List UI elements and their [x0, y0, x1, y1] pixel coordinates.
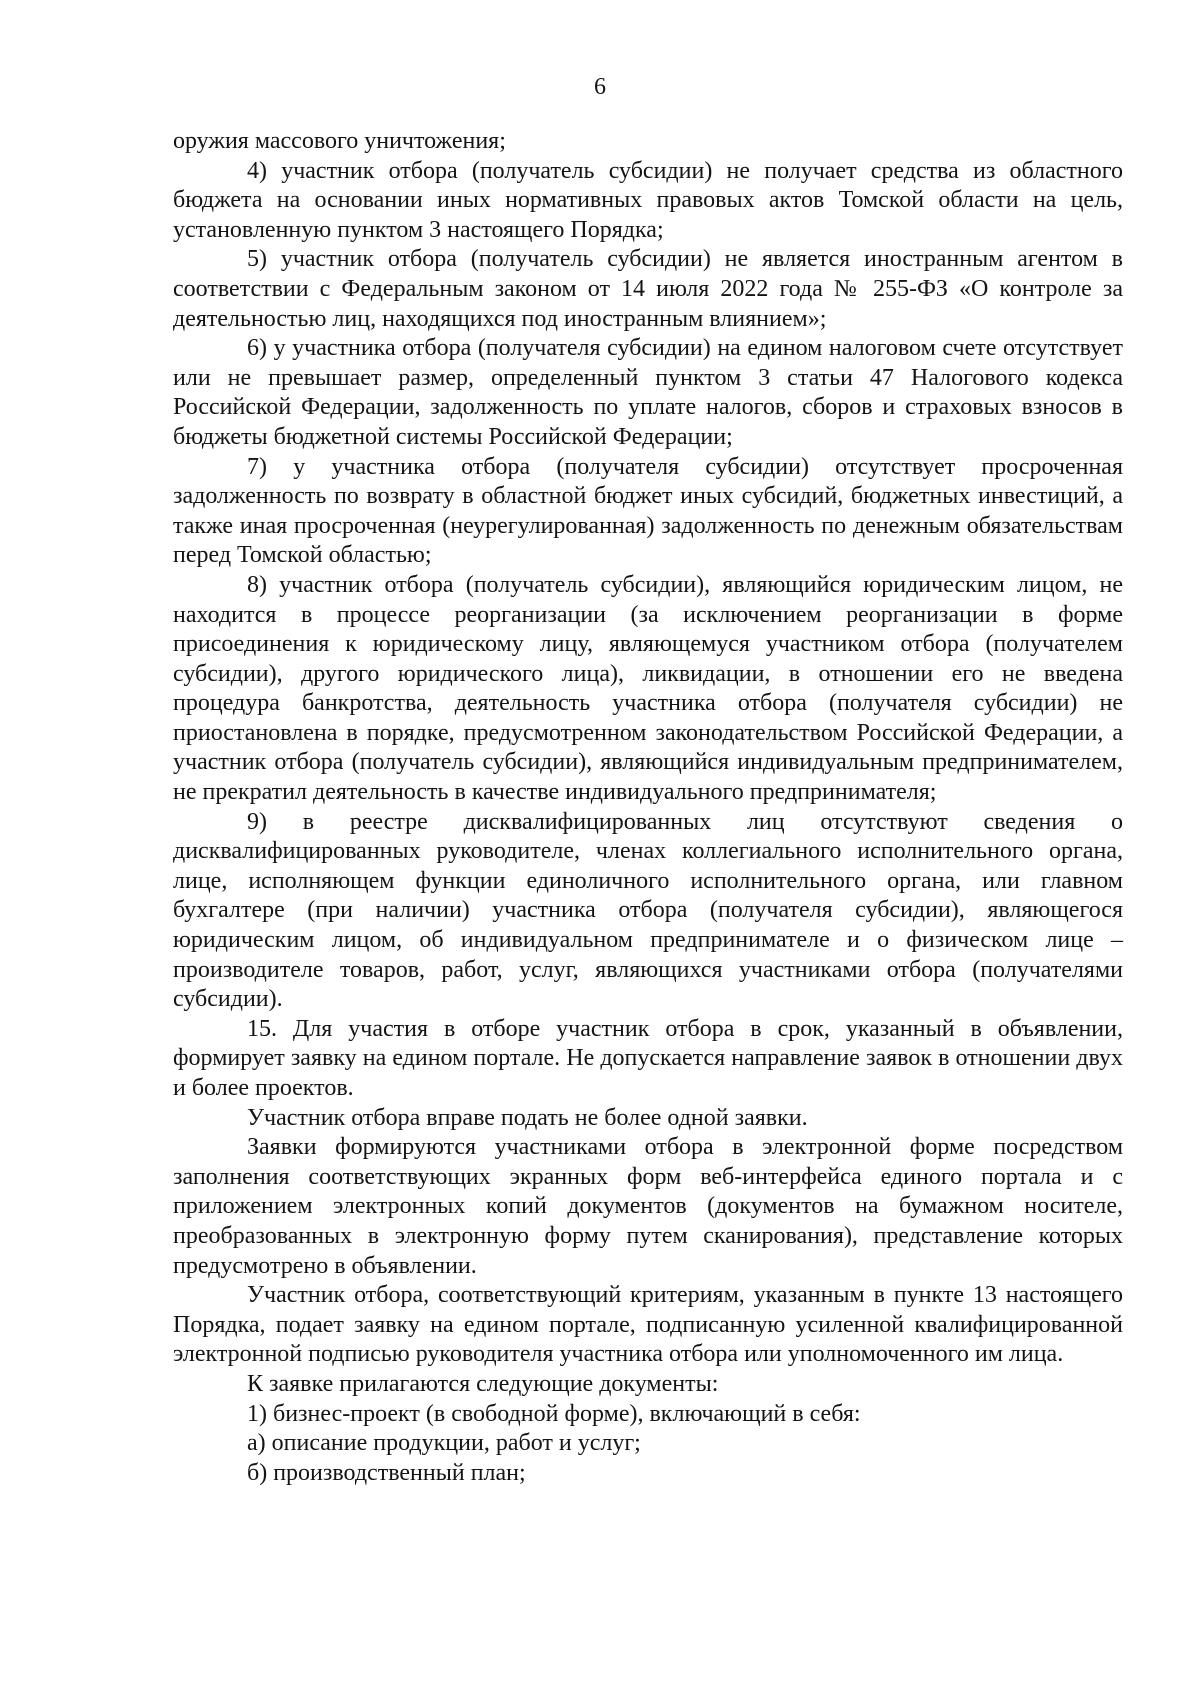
document-body — [173, 127, 1123, 1488]
paragraph-item-7: 7) у участника отбора (получателя субсидии) отсутствует просроченная задолженность по возврату в областной бюджет иных субсидий, бюджетных инвестиций, а также иная просроченная (неурегулированная) задолженность по денежным обязательствам перед Томской областью; — [173, 453, 1123, 569]
paragraph-section-15: 15. Для участия в отборе участник отбора в срок, указанный в объявлении, формирует заявку на едином портале. Не допускается направление заявок в отношении двух и более проектов. — [173, 1015, 1123, 1101]
paragraph-item-5: 5) участник отбора (получатель субсидии) не является иностранным агентом в соответствии с Федеральным законом от 14 июля 2022 года № 255-ФЗ «О контроле за деятельностью лиц, находящихся под иностранным влиянием»; — [173, 246, 1123, 332]
paragraph-item-6: 6) у участника отбора (получателя субсидии) на едином налоговом счете отсутствует или не превышает размер, определенный пунктом 3 статьи 47 Налогового кодекса Российской Федерации, задолженность по уплате налогов, сборов и страховых взносов в бюджеты бюджетной системы Российской Федерации; — [173, 335, 1123, 450]
paragraph-continuation: оружия массового уничтожения; — [173, 128, 506, 154]
paragraph-item-4: 4) участник отбора (получатель субсидии) не получает средства из областного бюджета на основании иных нормативных правовых актов Томской области на цель, установленную пунктом 3 настоящего Порядка; — [173, 157, 1123, 243]
paragraph-one-application: Участник отбора вправе подать не более одной заявки. — [247, 1104, 808, 1131]
page-number: 6 — [594, 74, 606, 100]
list-item-b: б) производственный план; — [247, 1459, 526, 1486]
paragraph-signature: Участник отбора, соответствующий критериям, указанным в пункте 13 настоящего Порядка, подает заявку на едином портале, подписанную усиленной квалифицированной электронной подписью руководителя участника отбора или уполномоченного им лица. — [173, 1282, 1123, 1368]
paragraph-electronic-form: Заявки формируются участниками отбора в электронной форме посредством заполнения соответствующих экранных форм веб-интерфейса единого портала и с приложением электронных копий документов (документов на бумажном носителе, преобразованных в электронную форму путем сканирования), представление которых предусмотрено в объявлении. — [173, 1134, 1123, 1279]
paragraph-item-8: 8) участник отбора (получатель субсидии), являющийся юридическим лицом, не находится в процессе реорганизации (за исключением реорганизации в форме присоединения к юридическому лицу, являющемуся участником отбора (получателем субсидии), другого юридического лица), ликвидации, в отношении его не введена процедура банкротства, деятельность участника отбора (получателя субсидии) не приостановлена в порядке, предусмотренном законодательством Российской Федерации, а участник отбора (получатель субсидии), являющийся индивидуальным предпринимателем, не прекратил деятельность в качестве индивидуального предпринимателя; — [173, 571, 1123, 806]
list-item-a: а) описание продукции, работ и услуг; — [247, 1430, 641, 1457]
list-item-business-project: 1) бизнес-проект (в свободной форме), включающий в себя: — [247, 1400, 861, 1427]
paragraph-item-9: 9) в реестре дисквалифицированных лиц отсутствуют сведения о дисквалифицированных руководителе, членах коллегиального исполнительного органа, лице, исполняющем функции единоличного исполнительного органа, или главном бухгалтере (при наличии) участника отбора (получателя субсидии), являющегося юридическим лицом, об индивидуальном предпринимателе и о физическом лице – производителе товаров, работ, услуг, являющихся участниками отбора (получателями субсидии). — [173, 808, 1123, 1013]
paragraph-documents-intro: К заявке прилагаются следующие документы: — [247, 1370, 719, 1397]
